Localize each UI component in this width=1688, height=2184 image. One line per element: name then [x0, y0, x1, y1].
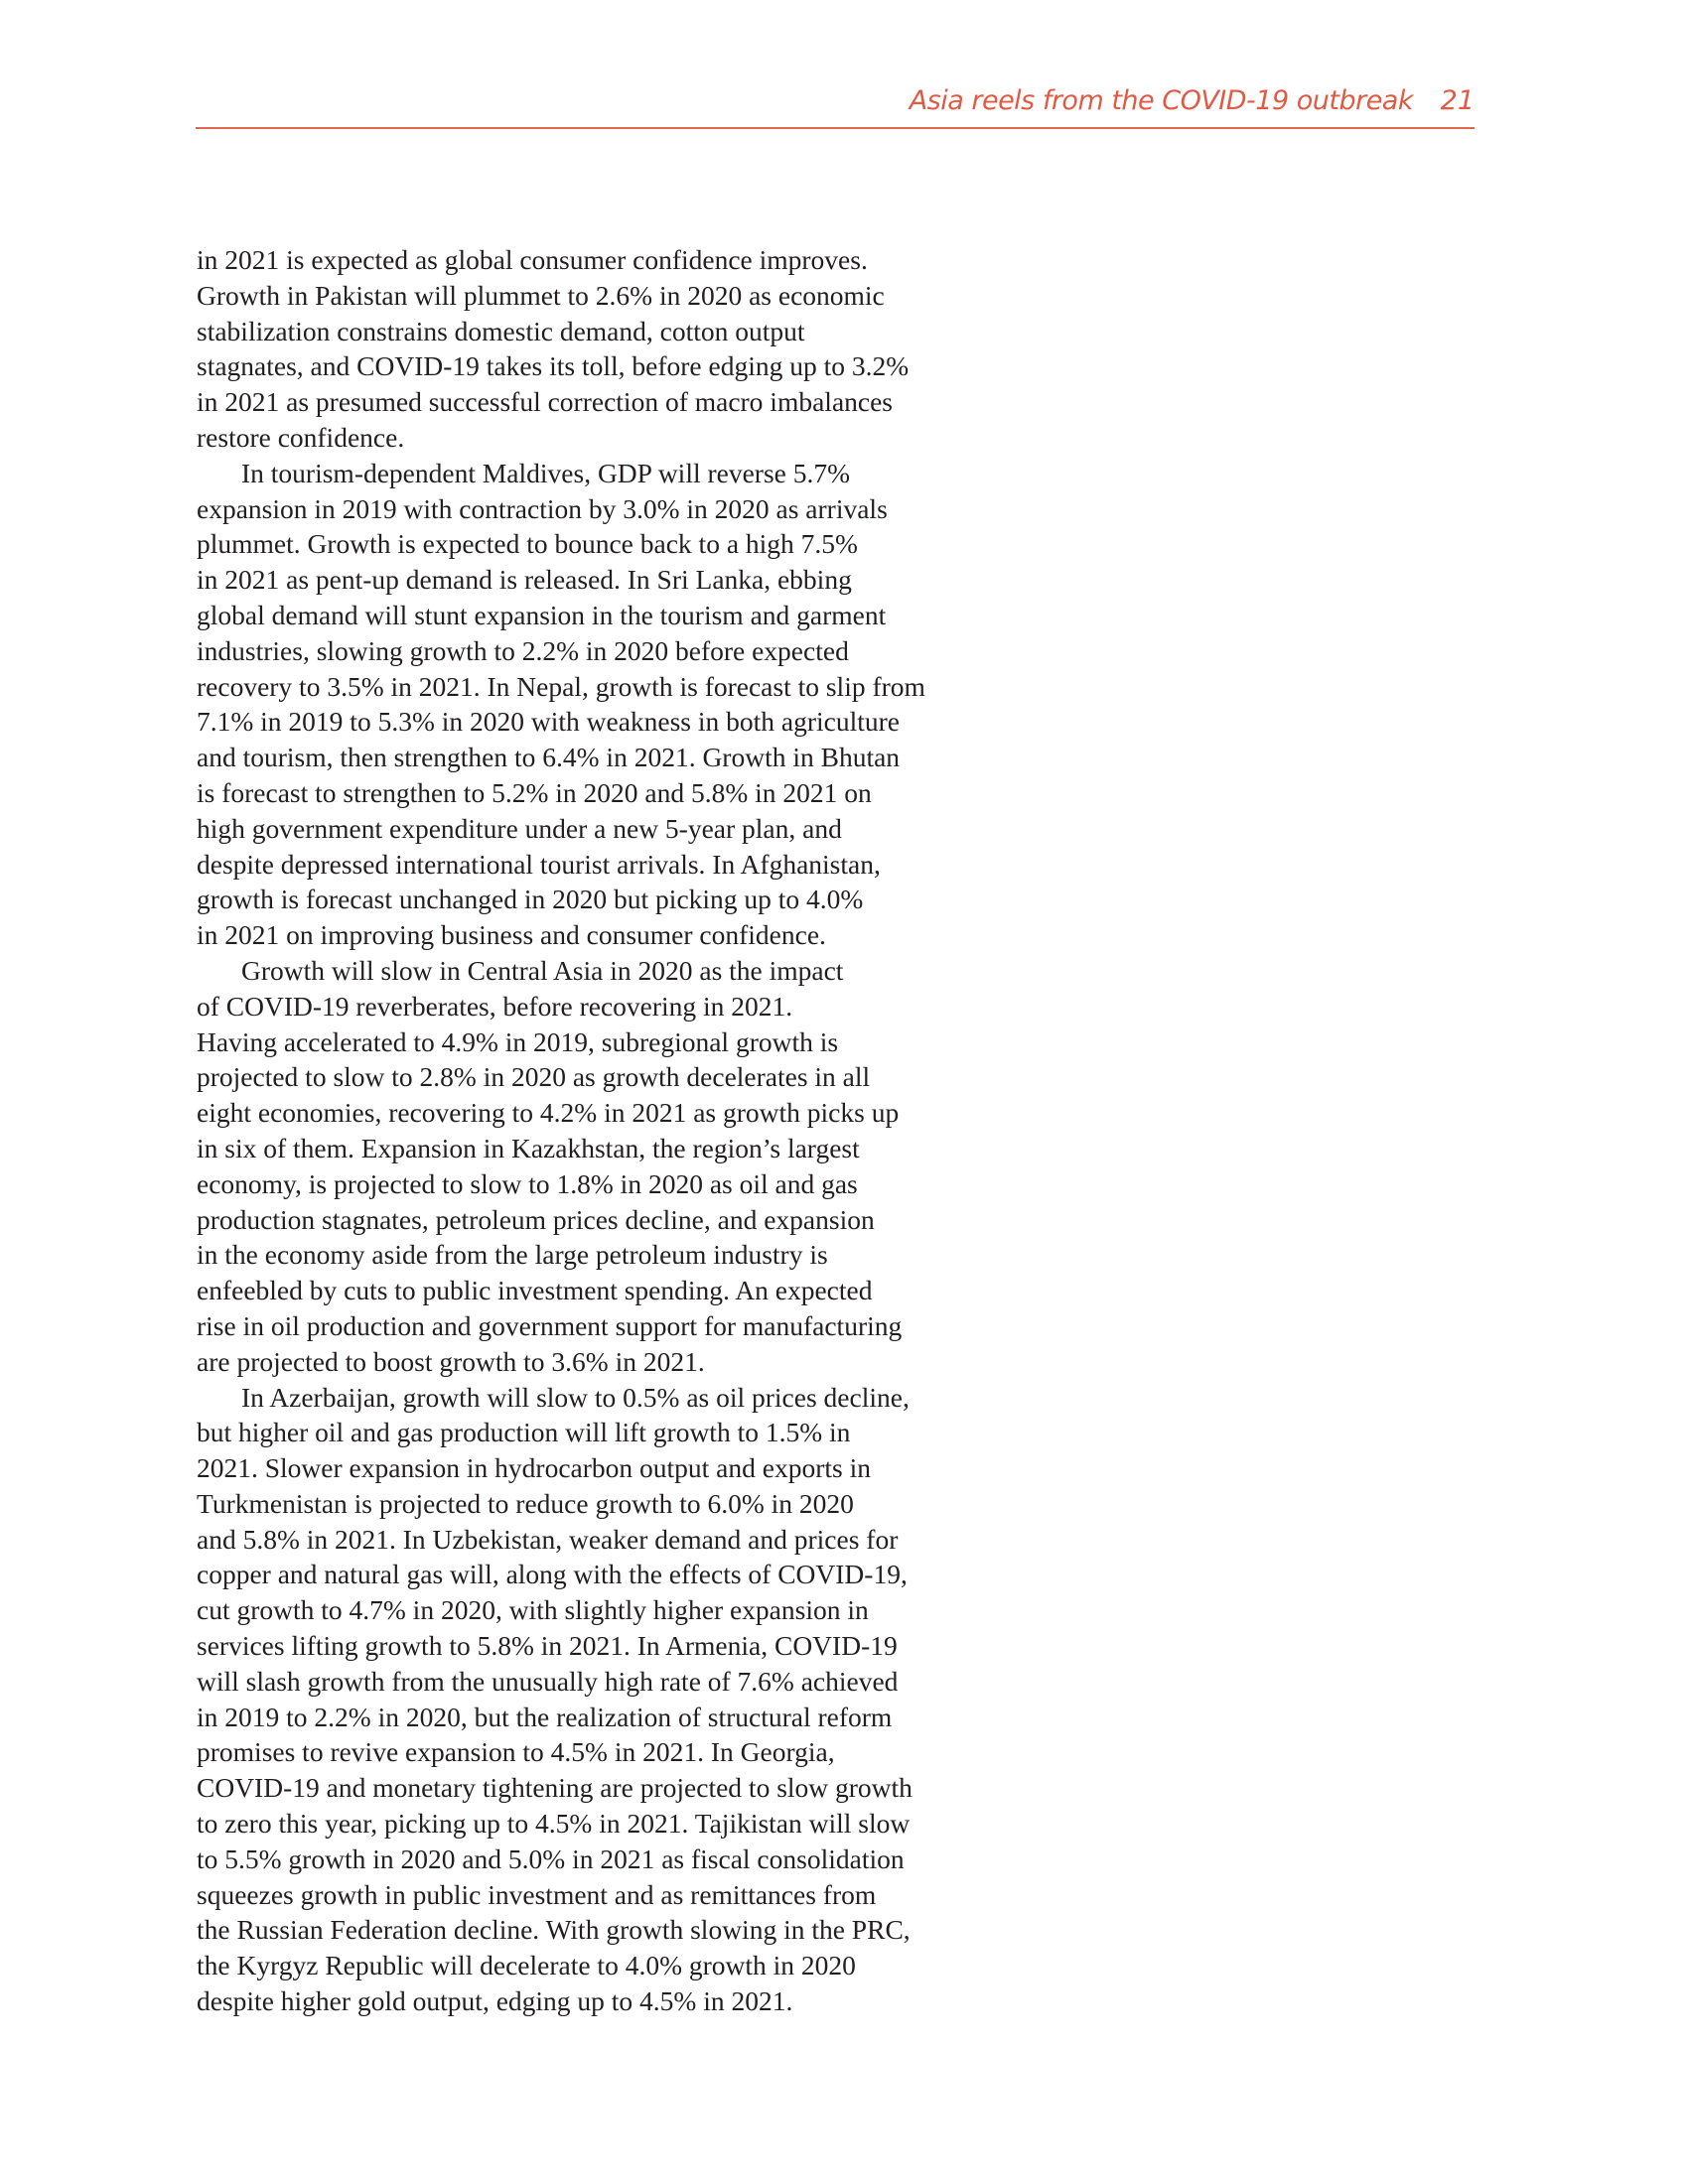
text-line: and 5.8% in 2021. In Uzbekistan, weaker demand and prices for: [197, 1523, 899, 1555]
page-number: 21: [1440, 85, 1475, 116]
text-line: in the economy aside from the large petroleum industry is: [197, 1239, 828, 1271]
text-line: Having accelerated to 4.9% in 2019, subregional growth is: [197, 1025, 839, 1057]
text-line: the Russian Federation decline. With growth slowing in the PRC,: [197, 1914, 911, 1946]
text-line: in 2021 is expected as global consumer confidence improves.: [197, 244, 868, 275]
text-line: rise in oil production and government support for manufacturing: [197, 1309, 903, 1341]
text-line: cut growth to 4.7% in 2020, with slightly higher expansion in: [197, 1594, 869, 1626]
text-line: services lifting growth to 5.8% in 2021. In Armenia, COVID-19: [197, 1630, 898, 1662]
text-line: In Azerbaijan, growth will slow to 0.5% as oil prices decline,: [241, 1381, 910, 1413]
text-line: industries, slowing growth to 2.2% in 2020 before expected: [197, 634, 849, 666]
text-line: Turkmenistan is projected to reduce growth to 6.0% in 2020: [197, 1487, 854, 1519]
text-line: and tourism, then strengthen to 6.4% in 2021. Growth in Bhutan: [197, 742, 901, 773]
running-header-title: Asia reels from the COVID-19 outbreak: [909, 85, 1413, 116]
text-line: in 2021 as presumed successful correction of macro imbalances: [197, 386, 894, 418]
text-line: 7.1% in 2019 to 5.3% in 2020 with weakness in both agriculture: [197, 706, 901, 738]
paragraph: [197, 1380, 925, 2019]
text-line: Growth in Pakistan will plummet to 2.6% in 2020 as economic: [197, 279, 885, 311]
text-line: growth is forecast unchanged in 2020 but picking up to 4.0%: [197, 884, 864, 915]
body-text: [197, 242, 925, 2019]
text-line: stagnates, and COVID-19 takes its toll, before edging up to 3.2%: [197, 350, 910, 382]
text-line: in 2021 as pent-up demand is released. In Sri Lanka, ebbing: [197, 564, 852, 596]
text-line: In tourism-dependent Maldives, GDP will reverse 5.7%: [241, 457, 851, 488]
text-line: to zero this year, picking up to 4.5% in 2021. Tajikistan will slow: [197, 1808, 911, 1840]
text-line: stabilization constrains domestic demand, cotton output: [197, 315, 805, 346]
text-line: in six of them. Expansion in Kazakhstan, the region’s largest: [197, 1132, 860, 1163]
text-line: despite higher gold output, edging up to 4.5% in 2021.: [197, 1985, 793, 2017]
running-header: [196, 85, 1475, 129]
paragraph: [197, 242, 925, 456]
text-line: is forecast to strengthen to 5.2% in 2020 and 5.8% in 2021 on: [197, 776, 872, 808]
text-line: restore confidence.: [197, 421, 405, 453]
text-line: 2021. Slower expansion in hydrocarbon output and exports in: [197, 1452, 871, 1484]
text-line: of COVID-19 reverberates, before recovering in 2021.: [197, 990, 793, 1022]
text-line: COVID-19 and monetary tightening are projected to slow growth: [197, 1772, 913, 1804]
text-line: expansion in 2019 with contraction by 3.0% in 2020 as arrivals: [197, 492, 888, 524]
text-line: enfeebled by cuts to public investment spending. An expected: [197, 1275, 873, 1306]
text-line: promises to revive expansion to 4.5% in 2021. In Georgia,: [197, 1736, 835, 1768]
text-line: global demand will stunt expansion in the tourism and garment: [197, 599, 887, 630]
text-line: recovery to 3.5% in 2021. In Nepal, growth is forecast to slip from: [197, 670, 925, 702]
text-line: squeezes growth in public investment and as remittances from: [197, 1878, 877, 1910]
text-line: projected to slow to 2.8% in 2020 as growth decelerates in all: [197, 1061, 871, 1093]
text-line: high government expenditure under a new 5-year plan, and: [197, 812, 842, 844]
text-line: will slash growth from the unusually high rate of 7.6% achieved: [197, 1665, 899, 1697]
text-line: copper and natural gas will, along with the effects of COVID-19,: [197, 1559, 908, 1590]
text-line: to 5.5% growth in 2020 and 5.0% in 2021 as fiscal consolidation: [197, 1843, 905, 1874]
text-line: Growth will slow in Central Asia in 2020 as the impact: [241, 954, 844, 986]
text-line: in 2019 to 2.2% in 2020, but the realization of structural reform: [197, 1701, 893, 1732]
text-line: production stagnates, petroleum prices decline, and expansion: [197, 1203, 875, 1235]
text-line: eight economies, recovering to 4.2% in 2021 as growth picks up: [197, 1097, 900, 1129]
text-line: plummet. Growth is expected to bounce back to a high 7.5%: [197, 528, 858, 560]
text-line: the Kyrgyz Republic will decelerate to 4.0% growth in 2020: [197, 1950, 856, 1981]
paragraph: [197, 456, 925, 953]
text-line: but higher oil and gas production will lift growth to 1.5% in: [197, 1417, 851, 1448]
paragraph: [197, 953, 925, 1380]
text-line: in 2021 on improving business and consumer confidence.: [197, 919, 826, 951]
text-line: are projected to boost growth to 3.6% in 2021.: [197, 1345, 705, 1377]
text-line: economy, is projected to slow to 1.8% in 2020 as oil and gas: [197, 1167, 858, 1199]
text-line: despite depressed international tourist arrivals. In Afghanistan,: [197, 848, 881, 880]
